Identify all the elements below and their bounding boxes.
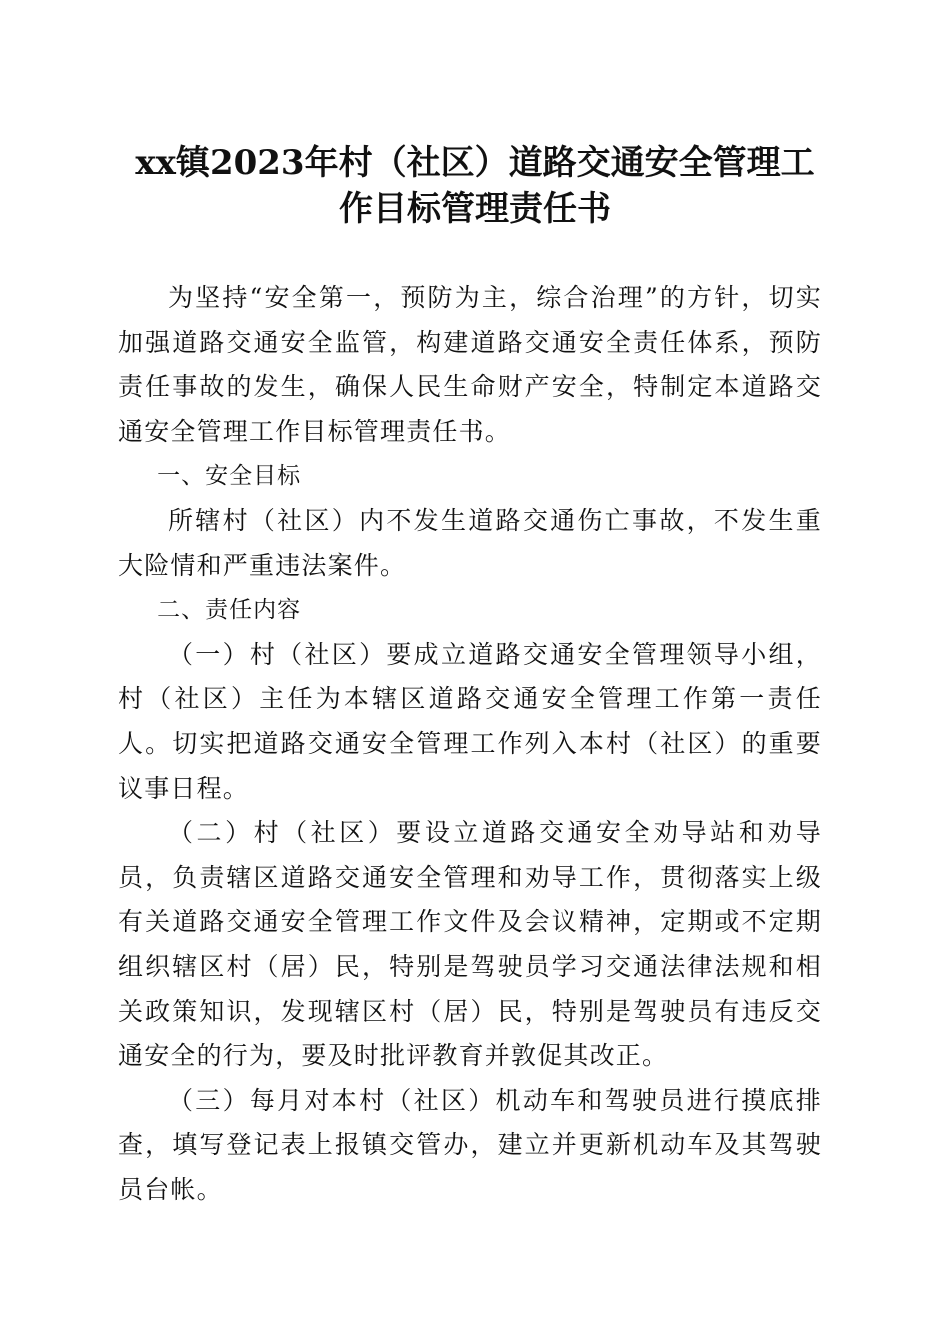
title-line-1: xx镇2023年村（社区）道路交通安全管理工 bbox=[135, 143, 815, 183]
document-body bbox=[118, 276, 822, 1212]
section-heading-responsibilities: 二、责任内容 bbox=[157, 597, 302, 624]
section-heading-safety-goals: 一、安全目标 bbox=[157, 463, 302, 490]
responsibility-item-1: （一）村（社区）要成立道路交通安全管理领导小组，村（社区）主任为本辖区道路交通安全管理工作第一责任人。切实把道路交通安全管理工作列入本村（社区）的重要议事日程。 bbox=[118, 639, 822, 803]
document-title bbox=[110, 140, 840, 232]
responsibility-item-3: （三）每月对本村（社区）机动车和驾驶员进行摸底排查，填写登记表上报镇交管办，建立并更新机动车及其驾驶员台帐。 bbox=[118, 1085, 822, 1204]
title-line-2: 作目标管理责任书 bbox=[339, 189, 611, 229]
safety-goals-paragraph: 所辖村（社区）内不发生道路交通伤亡事故，不发生重大险情和严重违法案件。 bbox=[118, 505, 822, 580]
intro-paragraph: 为坚持“安全第一，预防为主，综合治理”的方针，切实加强道路交通安全监管，构建道路交通安全责任体系，预防责任事故的发生，确保人民生命财产安全，特制定本道路交通安全管理工作目标管理责任书。 bbox=[118, 283, 822, 446]
responsibility-item-2: （二）村（社区）要设立道路交通安全劝导站和劝导员，负责辖区道路交通安全管理和劝导工作，贯彻落实上级有关道路交通安全管理工作文件及会议精神，定期或不定期组织辖区村（居）民，特别是驾驶员学习交通法律法规和相关政策知识，发现辖区村（居）民，特别是驾驶员有违反交通安全的行为，要及时批评教育并敦促其改正。 bbox=[118, 818, 822, 1071]
